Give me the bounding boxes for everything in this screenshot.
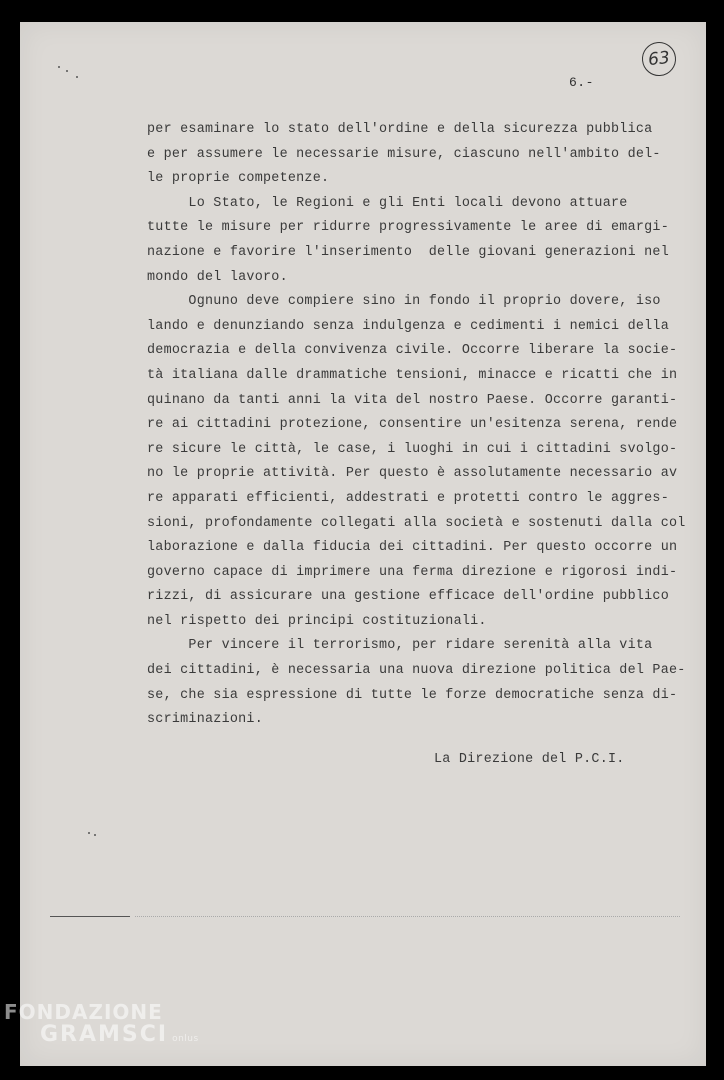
text-line: Lo Stato, le Regioni e gli Enti locali devono attuare [147,195,628,211]
document-body [147,118,687,733]
text-line: democrazia e della convivenza civile. Occorre liberare la socie- [147,343,678,359]
text-line: dei cittadini, è necessaria una nuova direzione politica del Pae- [147,663,686,679]
text-line: rizzi, di assicurare una gestione efficace dell'ordine pubblico [147,589,669,605]
divider-line [50,916,130,917]
text-line: re sicure le città, le case, i luoghi in cui i cittadini svolgo- [147,441,678,457]
ink-speck [88,832,90,834]
archive-stamp: 63 [640,40,677,77]
text-line: re ai cittadini protezione, consentire un'esitenza serena, rende [147,417,678,433]
text-line: scriminazioni. [147,712,263,728]
text-line: tutte le misure per ridurre progressivamente le aree di emargi- [147,220,669,236]
text-line: le proprie competenze. [147,171,330,187]
page-number: 6.- [569,75,594,90]
watermark-logo [4,1000,199,1049]
ink-speck [66,70,68,72]
text-line: per esaminare lo stato dell'ordine e della sicurezza pubblica [147,122,653,137]
text-line: re apparati efficienti, addestrati e protetti contro le aggres- [147,490,669,506]
text-line: nel rispetto dei principi costituzionali. [147,613,487,629]
text-line: governo capace di imprimere una ferma direzione e rigorosi indi- [147,564,678,580]
signature: La Direzione del P.C.I. [434,752,625,767]
text-line: mondo del lavoro. [147,269,288,285]
text-line: laborazione e dalla fiducia dei cittadini. Per questo occorre un [147,540,678,556]
text-line: sioni, profondamente collegati alla società e sostenuti dalla col [147,515,686,531]
watermark-line1: FONDAZIONE [4,1000,163,1024]
watermark-suffix: onlus [172,1034,199,1044]
text-line: lando e denunziando senza indulgenza e cedimenti i nemici della [147,318,669,334]
divider-dotted [135,916,680,917]
text-line: tà italiana dalle drammatiche tensioni, minacce e ricatti che in [147,367,678,383]
text-line: quinano da tanti anni la vita del nostro Paese. Occorre garanti- [147,392,678,408]
text-line: e per assumere le necessarie misure, ciascuno nell'ambito del- [147,146,661,162]
watermark-line2-text: GRAMSCI [40,1022,169,1047]
watermark-line2 [40,1022,199,1047]
ink-speck [94,834,96,836]
ink-speck [58,66,60,68]
text-line: se, che sia espressione di tutte le forze democratiche senza di- [147,687,678,703]
text-line: no le proprie attività. Per questo è assolutamente necessario av [147,466,678,482]
ink-speck [76,76,78,78]
text-line: Per vincere il terrorismo, per ridare serenità alla vita [147,638,653,654]
text-line: nazione e favorire l'inserimento delle giovani generazioni nel [147,244,669,260]
text-line: Ognuno deve compiere sino in fondo il proprio dovere, iso [147,294,661,310]
